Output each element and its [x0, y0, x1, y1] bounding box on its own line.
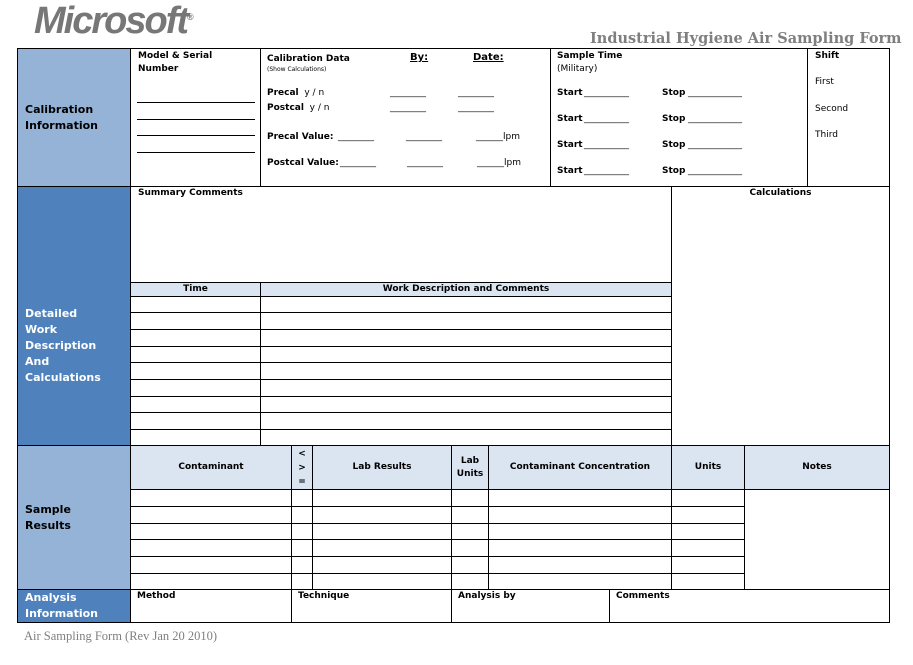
start-label: Start: [557, 166, 583, 176]
model-line[interactable]: [137, 135, 255, 136]
units-header: Units: [671, 445, 745, 490]
stop-time-field[interactable]: ____________: [688, 166, 742, 176]
contaminant-concentration-cell[interactable]: [488, 523, 672, 540]
lab-units-cell[interactable]: [451, 539, 489, 557]
postcal-by-field[interactable]: ________: [390, 103, 426, 113]
shift-second[interactable]: Second: [815, 104, 849, 114]
analysis-field[interactable]: [291, 589, 452, 623]
analysis-section-label: Analysis Information: [17, 589, 131, 623]
contaminant-concentration-header: Contaminant Concentration: [488, 445, 672, 490]
postcal-date-field[interactable]: ________: [458, 103, 494, 113]
lab-units-cell[interactable]: [451, 489, 489, 507]
military-note: (Military): [557, 64, 598, 74]
comparator-cell[interactable]: [291, 506, 313, 524]
calculations-field[interactable]: [671, 186, 890, 446]
work-description-cell[interactable]: [260, 396, 672, 413]
comparator-cell[interactable]: [291, 573, 313, 590]
lab-results-cell[interactable]: [312, 573, 452, 590]
postcal-value-label: Postcal Value:: [267, 158, 339, 168]
time-cell[interactable]: [130, 346, 261, 363]
model-serial-label: Model & Serial Number: [138, 51, 213, 74]
model-line[interactable]: [137, 152, 255, 153]
notes-header: Notes: [744, 445, 890, 490]
postcal-yn[interactable]: y / n: [309, 103, 330, 113]
sample-time-cell[interactable]: [550, 48, 808, 187]
comparator-cell[interactable]: [291, 539, 313, 557]
work-description-cell[interactable]: [260, 429, 672, 446]
calibration-data-cell[interactable]: [260, 48, 551, 187]
lab-results-cell[interactable]: [312, 556, 452, 574]
cal-data-note: (Show Calculations): [267, 66, 327, 73]
units-cell[interactable]: [671, 556, 745, 574]
work-description-cell[interactable]: [260, 346, 672, 363]
contaminant-concentration-cell[interactable]: [488, 506, 672, 524]
lab-results-cell[interactable]: [312, 506, 452, 524]
form-revision-footer: Air Sampling Form (Rev Jan 20 2010): [24, 629, 218, 643]
comparator-cell[interactable]: [291, 556, 313, 574]
contaminant-concentration-cell[interactable]: [488, 539, 672, 557]
stop-label: Stop: [662, 88, 686, 98]
time-cell[interactable]: [130, 379, 261, 397]
start-label: Start: [557, 140, 583, 150]
notes-field[interactable]: [744, 489, 890, 590]
precal-date-field[interactable]: ________: [458, 88, 494, 98]
lpm-unit: lpm: [504, 158, 521, 168]
time-cell[interactable]: [130, 396, 261, 413]
stop-time-field[interactable]: ____________: [688, 140, 742, 150]
work-description-cell[interactable]: [260, 329, 672, 347]
model-line[interactable]: [137, 119, 255, 120]
work-description-cell[interactable]: [260, 362, 672, 380]
start-label: Start: [557, 114, 583, 124]
precal-by-field[interactable]: ________: [390, 88, 426, 98]
units-cell[interactable]: [671, 523, 745, 540]
analysis-field[interactable]: [609, 589, 890, 623]
start-time-field[interactable]: __________: [584, 166, 629, 176]
contaminant-concentration-cell[interactable]: [488, 556, 672, 574]
start-time-field[interactable]: __________: [584, 88, 629, 98]
precal-value-label: Precal Value:: [267, 132, 334, 142]
sample-time-label: Sample Time: [557, 51, 623, 61]
contaminant-cell[interactable]: [130, 573, 292, 590]
analysis-field-label: Analysis by: [458, 591, 516, 601]
summary-comments-label: Summary Comments: [138, 188, 243, 198]
work-description-cell[interactable]: [260, 296, 672, 313]
shift-label: Shift: [815, 51, 840, 61]
work-description-cell[interactable]: [260, 379, 672, 397]
analysis-field-label: Comments: [616, 591, 670, 601]
contaminant-concentration-cell[interactable]: [488, 489, 672, 507]
precal-label: Precal: [267, 88, 299, 98]
precal-lpm-field[interactable]: ______: [476, 132, 503, 142]
stop-label: Stop: [662, 140, 686, 150]
shift-first[interactable]: First: [815, 77, 834, 87]
lab-results-header: Lab Results: [312, 445, 452, 490]
lab-units-cell[interactable]: [451, 573, 489, 590]
comparator-header: < > =: [291, 445, 313, 490]
postcal-value-2[interactable]: ________: [407, 158, 443, 168]
work-description-cell[interactable]: [260, 312, 672, 330]
units-cell[interactable]: [671, 489, 745, 507]
start-label: Start: [557, 88, 583, 98]
stop-time-field[interactable]: ____________: [688, 88, 742, 98]
precal-value-2[interactable]: ________: [406, 132, 442, 142]
units-cell[interactable]: [671, 506, 745, 524]
shift-cell[interactable]: [807, 48, 890, 187]
start-time-field[interactable]: __________: [584, 114, 629, 124]
units-cell[interactable]: [671, 539, 745, 557]
microsoft-logo: Microsoft®: [34, 0, 194, 42]
sample-results-section-label: Sample Results: [17, 445, 131, 590]
lab-units-header: Lab Units: [451, 445, 489, 490]
cal-data-label: Calibration Data: [267, 54, 350, 64]
comparator-cell[interactable]: [291, 489, 313, 507]
time-cell[interactable]: [130, 362, 261, 380]
contaminant-concentration-cell[interactable]: [488, 573, 672, 590]
time-cell[interactable]: [130, 412, 261, 430]
time-cell[interactable]: [130, 429, 261, 446]
calculations-label: Calculations: [749, 188, 812, 198]
stop-time-field[interactable]: ____________: [688, 114, 742, 124]
contaminant-header: Contaminant: [130, 445, 292, 490]
detailed-section-label: Detailed Work Description And Calculations: [17, 186, 131, 446]
stop-label: Stop: [662, 114, 686, 124]
contaminant-cell[interactable]: [130, 539, 292, 557]
lab-units-cell[interactable]: [451, 556, 489, 574]
time-cell[interactable]: [130, 312, 261, 330]
time-cell[interactable]: [130, 329, 261, 347]
form-title: Industrial Hygiene Air Sampling Form: [590, 30, 902, 47]
by-label: By:: [410, 52, 429, 63]
contaminant-cell[interactable]: [130, 506, 292, 524]
analysis-field-label: Method: [137, 591, 176, 601]
time-cell[interactable]: [130, 296, 261, 313]
contaminant-cell[interactable]: [130, 489, 292, 507]
contaminant-cell[interactable]: [130, 523, 292, 540]
analysis-field[interactable]: [130, 589, 292, 623]
model-serial-cell[interactable]: [130, 48, 261, 187]
analysis-field-label: Technique: [298, 591, 350, 601]
postcal-label: Postcal: [267, 103, 304, 113]
work-description-header: Work Description and Comments: [260, 282, 672, 297]
shift-third[interactable]: Third: [815, 130, 838, 140]
date-label: Date:: [473, 52, 504, 63]
postcal-lpm-field[interactable]: ______: [477, 158, 504, 168]
lab-units-cell[interactable]: [451, 506, 489, 524]
summary-comments-field[interactable]: [130, 186, 672, 283]
start-time-field[interactable]: __________: [584, 140, 629, 150]
model-line[interactable]: [137, 102, 255, 103]
precal-yn[interactable]: y / n: [304, 88, 325, 98]
analysis-field[interactable]: [451, 589, 610, 623]
time-header: Time: [130, 282, 261, 297]
stop-label: Stop: [662, 166, 686, 176]
lpm-unit: lpm: [503, 132, 520, 142]
work-description-cell[interactable]: [260, 412, 672, 430]
lab-results-cell[interactable]: [312, 523, 452, 540]
lab-results-cell[interactable]: [312, 489, 452, 507]
contaminant-cell[interactable]: [130, 556, 292, 574]
lab-units-cell[interactable]: [451, 523, 489, 540]
lab-results-cell[interactable]: [312, 539, 452, 557]
calibration-section-label: Calibration Information: [17, 48, 131, 187]
units-cell[interactable]: [671, 573, 745, 590]
precal-value-1[interactable]: ________: [338, 132, 374, 142]
comparator-cell[interactable]: [291, 523, 313, 540]
postcal-value-1[interactable]: ________: [340, 158, 376, 168]
